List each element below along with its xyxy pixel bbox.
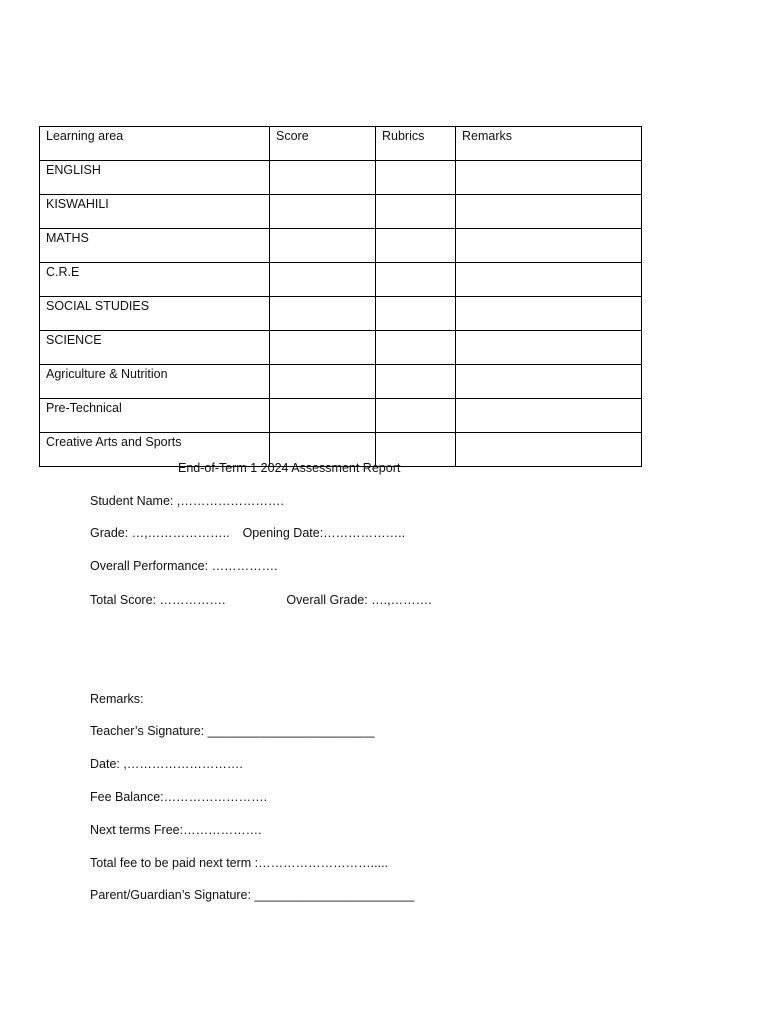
learning-area-cell: C.R.E [40, 263, 270, 297]
rubrics-cell[interactable] [376, 161, 456, 195]
learning-area-cell: KISWAHILI [40, 195, 270, 229]
rubrics-cell[interactable] [376, 195, 456, 229]
rubrics-cell[interactable] [376, 331, 456, 365]
header-rubrics: Rubrics [376, 127, 456, 161]
learning-area-cell: Creative Arts and Sports [40, 433, 270, 467]
rubrics-cell[interactable] [376, 399, 456, 433]
table-row [40, 365, 642, 399]
remarks-cell[interactable] [456, 297, 642, 331]
remarks-cell[interactable] [456, 365, 642, 399]
learning-area-cell: MATHS [40, 229, 270, 263]
remarks-cell[interactable] [456, 331, 642, 365]
table-row [40, 297, 642, 331]
learning-area-cell: Pre-Technical [40, 399, 270, 433]
table-header-row [40, 127, 642, 161]
remarks-cell[interactable] [456, 399, 642, 433]
remarks-cell[interactable] [456, 161, 642, 195]
table-row [40, 263, 642, 297]
report-title: End-of-Term 1 2024 Assessment Report [178, 461, 401, 475]
opening-date-field: Opening Date:……………….. [242, 526, 406, 540]
overall-performance-field: Overall Performance: ……………. [90, 559, 278, 573]
grade-line [90, 526, 405, 540]
remarks-cell[interactable] [456, 433, 642, 467]
remarks-label: Remarks: [90, 692, 144, 706]
remarks-cell[interactable] [456, 229, 642, 263]
table-row [40, 229, 642, 263]
score-cell[interactable] [270, 195, 376, 229]
parent-signature-field: Parent/Guardian’s Signature: _______________________ [90, 888, 415, 902]
score-cell[interactable] [270, 229, 376, 263]
date-field: Date: ,………………………. [90, 757, 243, 771]
overall-grade-field: Overall Grade: ….,………. [286, 593, 432, 607]
grade-field: Grade: …,……………….. [90, 526, 230, 540]
header-score: Score [270, 127, 376, 161]
learning-area-cell: Agriculture & Nutrition [40, 365, 270, 399]
learning-area-cell: SCIENCE [40, 331, 270, 365]
total-fee-next-term-field: Total fee to be paid next term :………………………..... [90, 856, 389, 870]
table-row [40, 161, 642, 195]
score-cell[interactable] [270, 297, 376, 331]
remarks-cell[interactable] [456, 263, 642, 297]
score-cell[interactable] [270, 365, 376, 399]
rubrics-cell[interactable] [376, 263, 456, 297]
rubrics-cell[interactable] [376, 365, 456, 399]
table-row [40, 195, 642, 229]
score-cell[interactable] [270, 331, 376, 365]
remarks-cell[interactable] [456, 195, 642, 229]
score-line [90, 593, 432, 607]
table-row [40, 399, 642, 433]
next-terms-free-field: Next terms Free:………………. [90, 823, 262, 837]
score-cell[interactable] [270, 399, 376, 433]
fee-balance-field: Fee Balance:……………………. [90, 790, 268, 804]
total-score-field: Total Score: ……………. [90, 593, 226, 607]
table-row [40, 331, 642, 365]
score-cell[interactable] [270, 263, 376, 297]
assessment-table [39, 126, 642, 467]
header-remarks: Remarks [456, 127, 642, 161]
teacher-signature-field: Teacher’s Signature: ________________________ [90, 724, 375, 738]
header-learning-area: Learning area [40, 127, 270, 161]
learning-area-cell: ENGLISH [40, 161, 270, 195]
learning-area-cell: SOCIAL STUDIES [40, 297, 270, 331]
student-name-field: Student Name: ,……………………. [90, 494, 284, 508]
rubrics-cell[interactable] [376, 229, 456, 263]
rubrics-cell[interactable] [376, 297, 456, 331]
score-cell[interactable] [270, 161, 376, 195]
